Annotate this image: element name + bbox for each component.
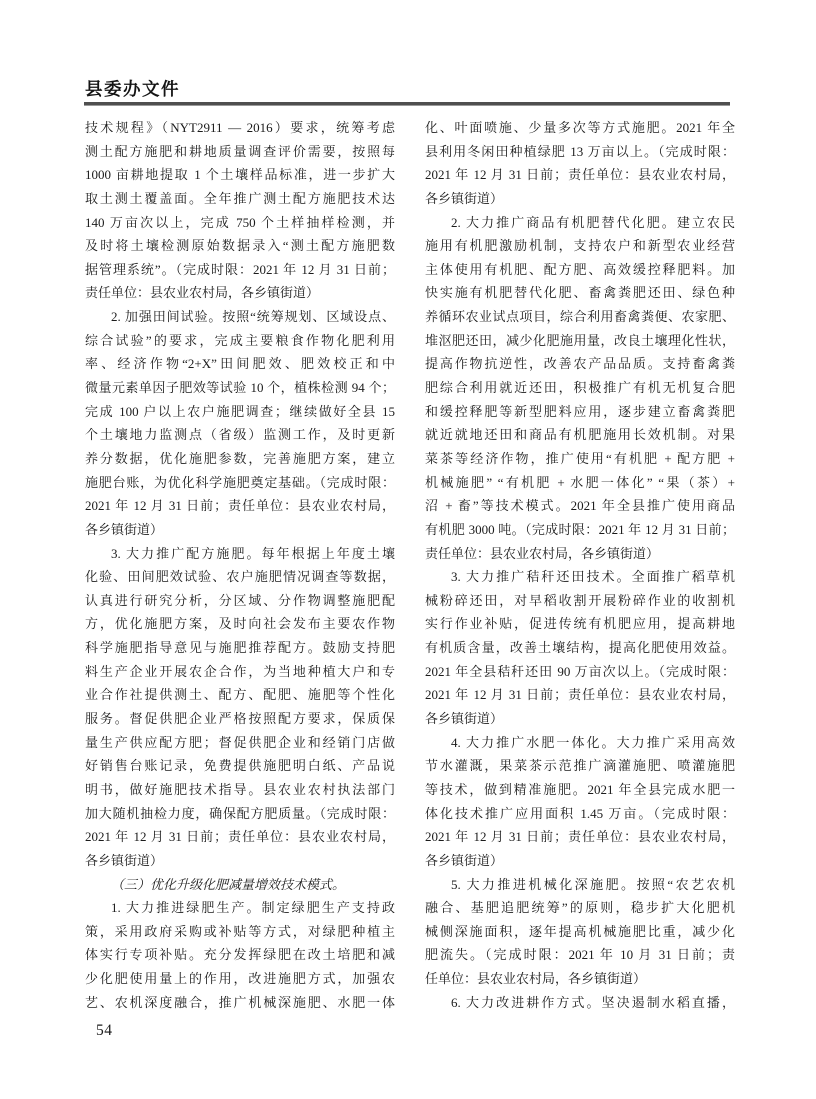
text-line: 4. 大力推广水肥一体化。大力推广采用高效 bbox=[451, 734, 735, 750]
text-line: 养循环农业试点项目，综合利用畜禽粪便、农家肥、 bbox=[425, 309, 735, 325]
text-line: 策，采用政府采购或补贴等方式，对绿肥种植主 bbox=[85, 923, 395, 939]
text-line: 科学施肥指导意见与施肥推荐配方。鼓励支持肥 bbox=[85, 640, 395, 656]
text-line: 1000 亩耕地提取 1 个土壤样品标准，进一步扩大 bbox=[85, 167, 395, 183]
text-line: 快实施有机肥替代化肥、畜禽粪肥还田、绿色种 bbox=[425, 285, 735, 301]
text-line: 械侧深施面积，逐年提高机械施肥比重，减少化 bbox=[425, 923, 735, 939]
text-line: 养分数据，优化施肥参数，完善施肥方案，建立 bbox=[85, 450, 395, 466]
text-line: 有机肥 3000 吨。（完成时限：2021 年 12 月 31 日前； bbox=[425, 521, 735, 537]
text-line: 菜茶等经济作物，推广使用“有机肥 + 配方肥 + bbox=[425, 450, 735, 466]
text-line: 责任单位：县农业农村局，各乡镇街道） bbox=[425, 545, 660, 561]
text-line: 各乡镇街道） bbox=[425, 852, 504, 868]
text-line: 各乡镇街道） bbox=[425, 711, 504, 727]
text-line: 体化技术推广应用面积 1.45 万亩。（完成时限： bbox=[425, 805, 735, 821]
text-line: 提高作物抗逆性，改善农产品品质。支持畜禽粪 bbox=[425, 356, 735, 372]
text-line: 和缓控释肥等新型肥料应用，逐步建立畜禽粪肥 bbox=[425, 403, 735, 419]
text-line: 2021 年 12 月 31 日前；责任单位：县农业农村局， bbox=[85, 498, 395, 514]
text-line: 业合作社提供测土、配方、配肥、施肥等个性化 bbox=[85, 687, 395, 703]
page-header-title: 县委办文件 bbox=[85, 79, 180, 99]
text-line: 肥综合利用就近还田，积极推广有机无机复合肥 bbox=[425, 380, 735, 396]
text-line: 有机质含量，改善土壤结构，提高化肥使用效益。 bbox=[425, 640, 735, 656]
text-line: 各乡镇街道） bbox=[85, 852, 164, 868]
text-line: 3. 大力推广秸秆还田技术。全面推广稻草机 bbox=[451, 569, 735, 585]
text-line: 好销售台账记录，免费提供施肥明白纸、产品说 bbox=[85, 758, 395, 774]
text-line: 堆沤肥还田，减少化肥施用量，改良土壤理化性状， bbox=[425, 332, 735, 348]
text-line: 综合试验”的要求，完成主要粮食作物化肥利用 bbox=[85, 332, 395, 348]
text-line: 认真进行研究分析，分区域、分作物调整施肥配 bbox=[85, 592, 395, 608]
text-line: 5. 大力推进机械化深施肥。按照“农艺农机 bbox=[451, 876, 735, 892]
text-line: 责任单位：县农业农村局，各乡镇街道） bbox=[85, 285, 320, 301]
text-line: 服务。督促供肥企业严格按照配方要求，保质保 bbox=[85, 711, 395, 727]
text-column-right bbox=[425, 116, 735, 1014]
text-line: 2. 大力推广商品有机肥替代化肥。建立农民 bbox=[451, 214, 735, 230]
text-line: 3. 大力推广配方施肥。每年根据上年度土壤 bbox=[111, 545, 395, 561]
text-line: 料生产企业开展农企合作，为当地种植大户和专 bbox=[85, 663, 395, 679]
text-line: 6. 大力改进耕作方式。坚决遏制水稻直播， bbox=[451, 994, 735, 1010]
text-line: （三）优化升级化肥减量增效技术模式。 bbox=[111, 876, 346, 892]
text-line: 微量元素单因子肥效等试验 10 个，植株检测 94 个； bbox=[85, 380, 395, 396]
text-line: 技术规程》（NYT2911 — 2016）要求，统筹考虑 bbox=[85, 120, 395, 135]
header-rule bbox=[84, 102, 730, 106]
text-line: 械粉碎还田，对早稻收割开展粉碎作业的收割机 bbox=[425, 592, 735, 608]
text-line: 等技术，做到精准施肥。2021 年全县完成水肥一 bbox=[425, 781, 735, 797]
text-line: 主体使用有机肥、配方肥、高效缓控释肥料。加 bbox=[425, 261, 735, 277]
text-line: 明书，做好施肥技术指导。县农业农村执法部门 bbox=[85, 781, 395, 797]
text-line: 取土测土覆盖面。全年推广测土配方施肥技术达 bbox=[85, 190, 395, 206]
text-line: 实行作业补贴，促进传统有机肥应用，提高耕地 bbox=[425, 616, 735, 632]
text-line: 140 万亩次以上，完成 750 个土样抽样检测，并 bbox=[85, 214, 395, 230]
text-line: 任单位：县农业农村局，各乡镇街道） bbox=[425, 971, 647, 987]
text-line: 肥流失。（完成时限：2021 年 10 月 31 日前；责 bbox=[425, 947, 735, 963]
text-line: 完成 100 户以上农户施肥调查；继续做好全县 15 bbox=[85, 403, 395, 419]
text-line: 施肥台账，为优化科学施肥奠定基础。（完成时限： bbox=[85, 474, 395, 490]
text-line: 及时将土壤检测原始数据录入“测土配方施肥数 bbox=[85, 238, 395, 254]
text-line: 融合、基肥追肥统筹”的原则，稳步扩大化肥机 bbox=[425, 900, 735, 916]
text-line: 化验、田间肥效试验、农户施肥情况调查等数据， bbox=[85, 569, 395, 585]
text-line: 率、经济作物“2+X”田间肥效、肥效校正和中 bbox=[85, 356, 395, 372]
text-line: 方，优化施肥方案，及时向社会发布主要农作物 bbox=[85, 616, 395, 632]
text-line: 2021 年全县秸秆还田 90 万亩次以上。（完成时限： bbox=[425, 663, 735, 679]
text-line: 1. 大力推进绿肥生产。制定绿肥生产支持政 bbox=[111, 900, 395, 916]
text-line: 据管理系统”。（完成时限：2021 年 12 月 31 日前； bbox=[85, 261, 395, 277]
text-line: 施用有机肥激励机制，支持农户和新型农业经营 bbox=[425, 238, 735, 254]
text-line: 沼 + 畜”等技术模式。2021 年全县推广使用商品 bbox=[425, 498, 735, 514]
text-line: 各乡镇街道） bbox=[85, 521, 164, 537]
text-line: 体实行专项补贴。充分发挥绿肥在改土培肥和减 bbox=[85, 947, 395, 963]
text-line: 化、叶面喷施、少量多次等方式施肥。2021 年全 bbox=[425, 120, 735, 135]
text-line: 2021 年 12 月 31 日前；责任单位：县农业农村局， bbox=[425, 829, 735, 845]
text-line: 县利用冬闲田种植绿肥 13 万亩以上。（完成时限： bbox=[425, 143, 735, 159]
text-line: 2021 年 12 月 31 日前；责任单位：县农业农村局， bbox=[425, 687, 735, 703]
text-line: 少化肥使用量上的作用，改进施肥方式，加强农 bbox=[85, 971, 395, 987]
text-line: 机械施肥” “有机肥 + 水肥一体化” “果（茶）+ bbox=[425, 474, 735, 490]
text-line: 个土壤地力监测点（省级）监测工作，及时更新 bbox=[85, 427, 395, 443]
text-line: 2021 年 12 月 31 日前；责任单位：县农业农村局， bbox=[85, 829, 395, 845]
text-line: 艺、农机深度融合，推广机械深施肥、水肥一体 bbox=[85, 994, 395, 1010]
text-line: 2021 年 12 月 31 日前；责任单位：县农业农村局， bbox=[425, 167, 735, 183]
text-line: 加大随机抽检力度，确保配方肥质量。（完成时限： bbox=[85, 805, 395, 821]
text-column-left bbox=[85, 116, 395, 1014]
page-number: 54 bbox=[96, 1022, 113, 1039]
text-line: 测土配方施肥和耕地质量调查评价需要，按照每 bbox=[85, 143, 395, 159]
text-line: 节水灌溉，果菜茶示范推广滴灌施肥、喷灌施肥 bbox=[425, 758, 735, 774]
text-line: 2. 加强田间试验。按照“统筹规划、区域设点、 bbox=[111, 309, 395, 325]
text-line: 量生产供应配方肥；督促供肥企业和经销门店做 bbox=[85, 734, 395, 750]
text-line: 就近就地还田和商品有机肥施用长效机制。对果 bbox=[425, 427, 735, 443]
text-line: 各乡镇街道） bbox=[425, 190, 504, 206]
